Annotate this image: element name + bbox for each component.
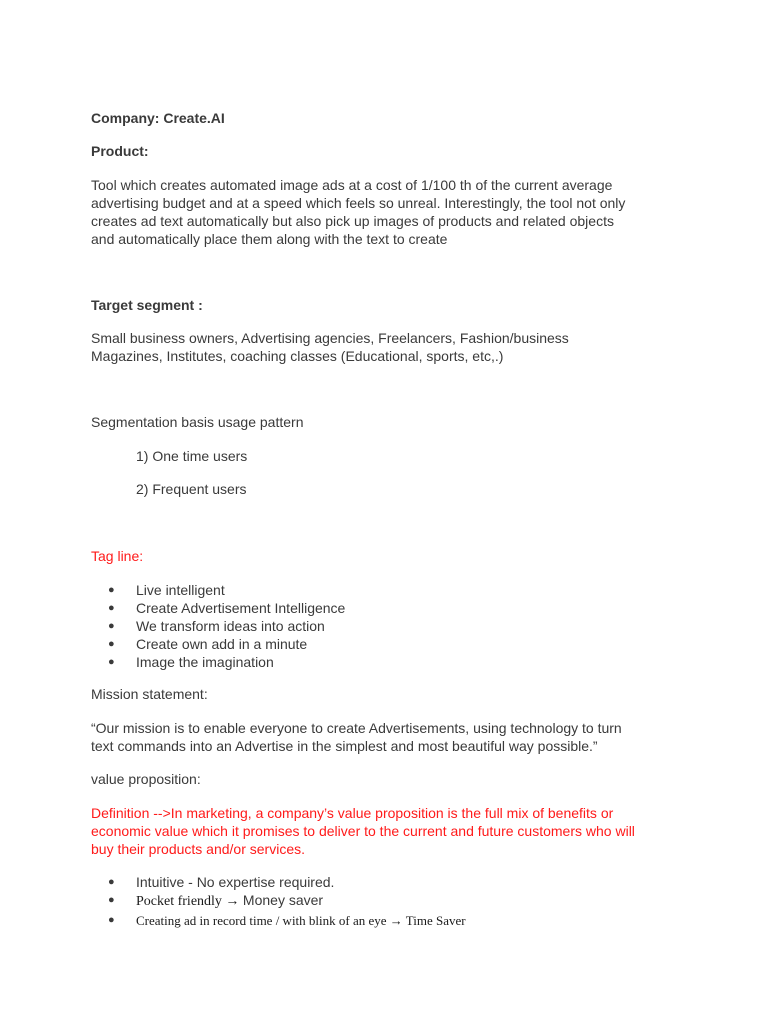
bullet-icon: ● — [108, 584, 115, 596]
tag-line-list — [91, 581, 691, 671]
bullet-icon: ● — [108, 894, 115, 906]
value-proposition-definition — [91, 804, 691, 858]
product-description — [91, 176, 691, 248]
product-description-line: and automatically place them along with the text to create — [91, 231, 448, 247]
target-segment-line: Small business owners, Advertising agencies, Freelancers, Fashion/business — [91, 330, 569, 346]
definition-line: buy their products and/or services. — [91, 841, 305, 857]
product-heading: Product: — [91, 143, 149, 159]
definition-line: Definition -->In marketing, a company’s value proposition is the full mix of benefits or — [91, 805, 614, 821]
target-segment-line: Magazines, Institutes, coaching classes (Educational, sports, etc,.) — [91, 348, 504, 364]
mission-line: “Our mission is to enable everyone to create Advertisements, using technology to turn — [91, 720, 622, 736]
bullet-icon: ● — [108, 914, 115, 926]
segmentation-item-one-time: 1) One time users — [136, 448, 248, 464]
company-label: Company: Create.AI — [91, 110, 225, 126]
list-item: ● Pocket friendly → Money saver — [108, 892, 324, 909]
value-proposition-heading: value proposition: — [91, 771, 201, 787]
product-description-line: Tool which creates automated image ads at a cost of 1/100 th of the current average — [91, 177, 613, 193]
value-proposition-list — [91, 873, 691, 930]
definition-line: economic value which it promises to deliver to the current and future customers who will — [91, 823, 635, 839]
segmentation-heading: Segmentation basis usage pattern — [91, 414, 304, 430]
bullet-icon: ● — [108, 638, 115, 650]
bullet-icon: ● — [108, 656, 115, 668]
target-segment-text — [91, 329, 691, 365]
bullet-icon: ● — [108, 876, 115, 888]
list-item: ● Creating ad in record time / with blink of an eye → Time Saver — [108, 913, 466, 928]
bullet-icon: ● — [108, 620, 115, 632]
list-item: ● Create own add in a minute — [108, 636, 308, 652]
target-segment-heading: Target segment : — [91, 297, 203, 313]
tag-line-heading: Tag line: — [91, 548, 144, 564]
mission-line: text commands into an Advertise in the simplest and most beautiful way possible.” — [91, 738, 598, 754]
list-item: ● We transform ideas into action — [108, 618, 325, 634]
product-description-line: advertising budget and at a speed which feels so unreal. Interestingly, the tool not only — [91, 195, 626, 211]
list-item: ● Live intelligent — [108, 582, 225, 598]
segmentation-item-frequent: 2) Frequent users — [136, 481, 247, 497]
list-item: ● Intuitive - No expertise required. — [108, 874, 335, 890]
list-item: ● Image the imagination — [108, 654, 274, 670]
list-item: ● Create Advertisement Intelligence — [108, 600, 346, 616]
bullet-icon: ● — [108, 602, 115, 614]
product-description-line: creates ad text automatically but also pick up images of products and related objects — [91, 213, 614, 229]
mission-text — [91, 719, 691, 755]
mission-heading: Mission statement: — [91, 686, 208, 702]
